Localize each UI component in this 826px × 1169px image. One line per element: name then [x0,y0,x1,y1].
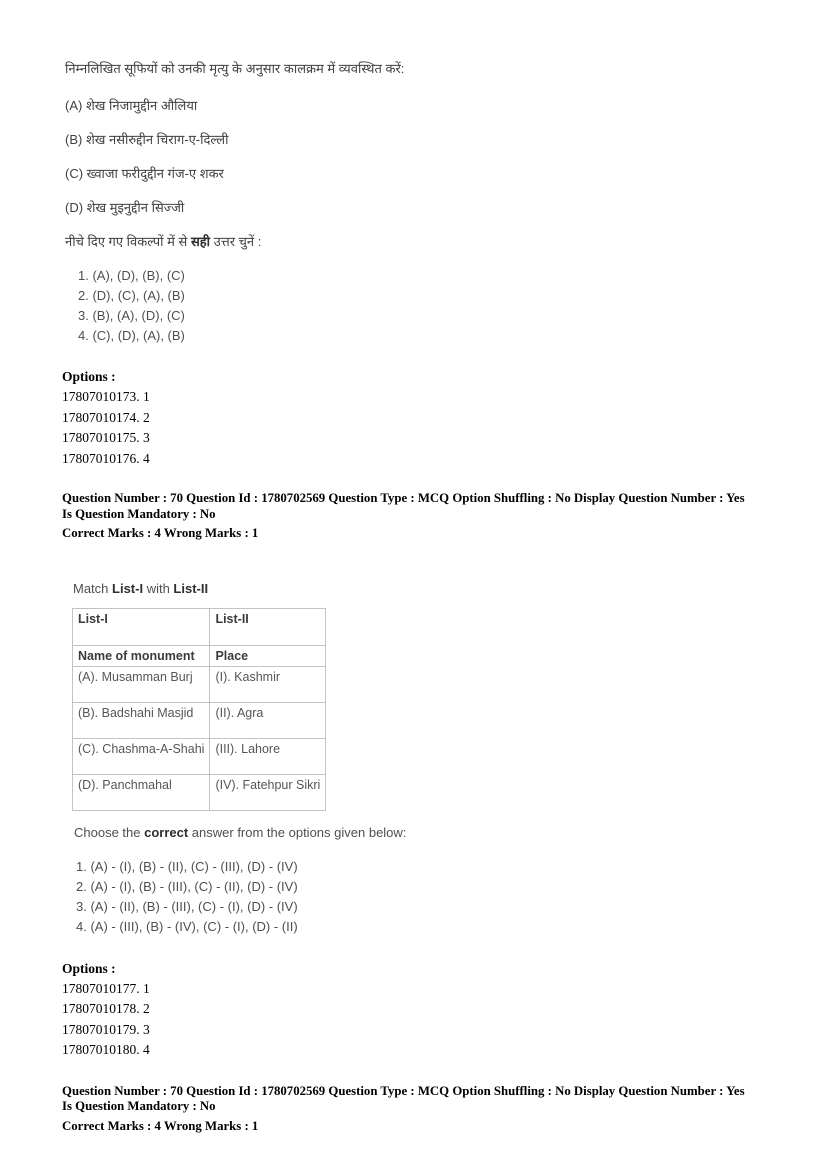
match-list-table [72,608,326,811]
option-id-row: 17807010180. 4 [62,1042,150,1057]
monument-cell: (C). Chashma-A-Shahi [73,738,210,774]
question-match-block [73,578,786,937]
monument-cell: (A). Musamman Burj [73,666,210,702]
metadata-line-1: Question Number : 70 Question Id : 1780702569 Question Type : MCQ Option Shuffling : No Display Question Number : Yes [62,1083,745,1098]
match-instruction [73,578,786,599]
option-id-row: 17807010173. 1 [62,389,150,404]
option-id-row: 17807010176. 4 [62,450,150,466]
place-cell: (IV). Fatehpur Sikri [210,774,326,810]
option-id-row: 17807010175. 3 [62,430,150,445]
table-row [73,738,326,774]
match-mid: with [143,580,174,596]
question-text-hindi: निम्नलिखित सूफियों को उनकी मृत्यु के अनुसार कालक्रम में व्यवस्थित करें: [65,61,405,76]
answer-choice-1: 1. (A) - (I), (B) - (II), (C) - (III), (D) - (IV) [76,858,298,874]
choose-bold-word: correct [144,824,189,840]
choose-bold-word: सही [190,234,211,249]
monument-cell: (B). Badshahi Masjid [73,702,210,738]
table-header-row [73,608,326,645]
answer-choice-list [76,857,786,937]
table-row [73,702,326,738]
table-subheader-row [73,645,326,666]
options-heading: Options : [62,369,116,384]
option-c-hindi: (C) ख्वाजा फरीदुद्दीन गंज-ए शकर [65,166,224,181]
monument-column-header: Name of monument [73,645,210,666]
place-cell: (II). Agra [210,702,326,738]
option-a-hindi: (A) शेख निजामुद्दीन औलिया [65,98,198,113]
answer-choice-list [78,266,786,346]
choose-prefix: Choose the [74,824,145,840]
choose-suffix: उत्तर चुनें : [210,234,262,249]
table-row [73,666,326,702]
metadata-marks-line: Correct Marks : 4 Wrong Marks : 1 [62,1118,259,1133]
option-id-row: 17807010177. 1 [62,980,150,996]
option-ids-block-1 [62,367,786,469]
table-row [73,774,326,810]
choose-instruction-hindi [65,231,786,252]
metadata-marks-line: Correct Marks : 4 Wrong Marks : 1 [62,526,259,540]
list1-header-cell: List-I [73,608,210,645]
answer-choice-3: 3. (A) - (II), (B) - (III), (C) - (I), (D) - (IV) [76,898,298,914]
metadata-line-1: Question Number : 70 Question Id : 1780702569 Question Type : MCQ Option Shuffling : No Display Question Number : Yes [62,491,745,505]
metadata-line-2: Is Question Mandatory : No [62,1099,216,1113]
choose-instruction-english [74,822,786,843]
question-metadata-1 [62,491,786,542]
match-prefix: Match [73,580,113,596]
option-id-row: 17807010174. 2 [62,409,150,425]
list2-header-cell: List-II [210,608,326,645]
option-id-row: 17807010179. 3 [62,1021,150,1037]
answer-choice-1: 1. (A), (D), (B), (C) [78,268,185,283]
place-column-header: Place [210,645,326,666]
answer-choice-4: 4. (A) - (III), (B) - (IV), (C) - (I), (D) - (II) [76,918,298,934]
answer-choice-2: 2. (A) - (I), (B) - (III), (C) - (II), (D) - (IV) [76,878,298,894]
question-metadata-2 [62,1084,786,1135]
option-ids-block-2 [62,959,786,1061]
answer-choice-4: 4. (C), (D), (A), (B) [78,328,185,343]
answer-choice-2: 2. (D), (C), (A), (B) [78,288,185,303]
option-id-row: 17807010178. 2 [62,1001,150,1016]
answer-choice-3: 3. (B), (A), (D), (C) [78,308,185,323]
match-list1-label: List-I [112,580,144,596]
choose-prefix: नीचे दिए गए विकल्पों में से [65,234,191,249]
place-cell: (III). Lahore [210,738,326,774]
match-list2-label: List-II [173,580,209,596]
options-heading: Options : [62,960,116,976]
question-hindi-block [65,58,786,346]
place-cell: (I). Kashmir [210,666,326,702]
choose-suffix: answer from the options given below: [188,824,407,840]
option-d-hindi: (D) शेख मुइनुद्दीन सिज्जी [65,200,185,215]
monument-cell: (D). Panchmahal [73,774,210,810]
metadata-line-2: Is Question Mandatory : No [62,506,216,521]
option-b-hindi: (B) शेख नसीरुद्दीन चिराग-ए-दिल्ली [65,132,229,147]
